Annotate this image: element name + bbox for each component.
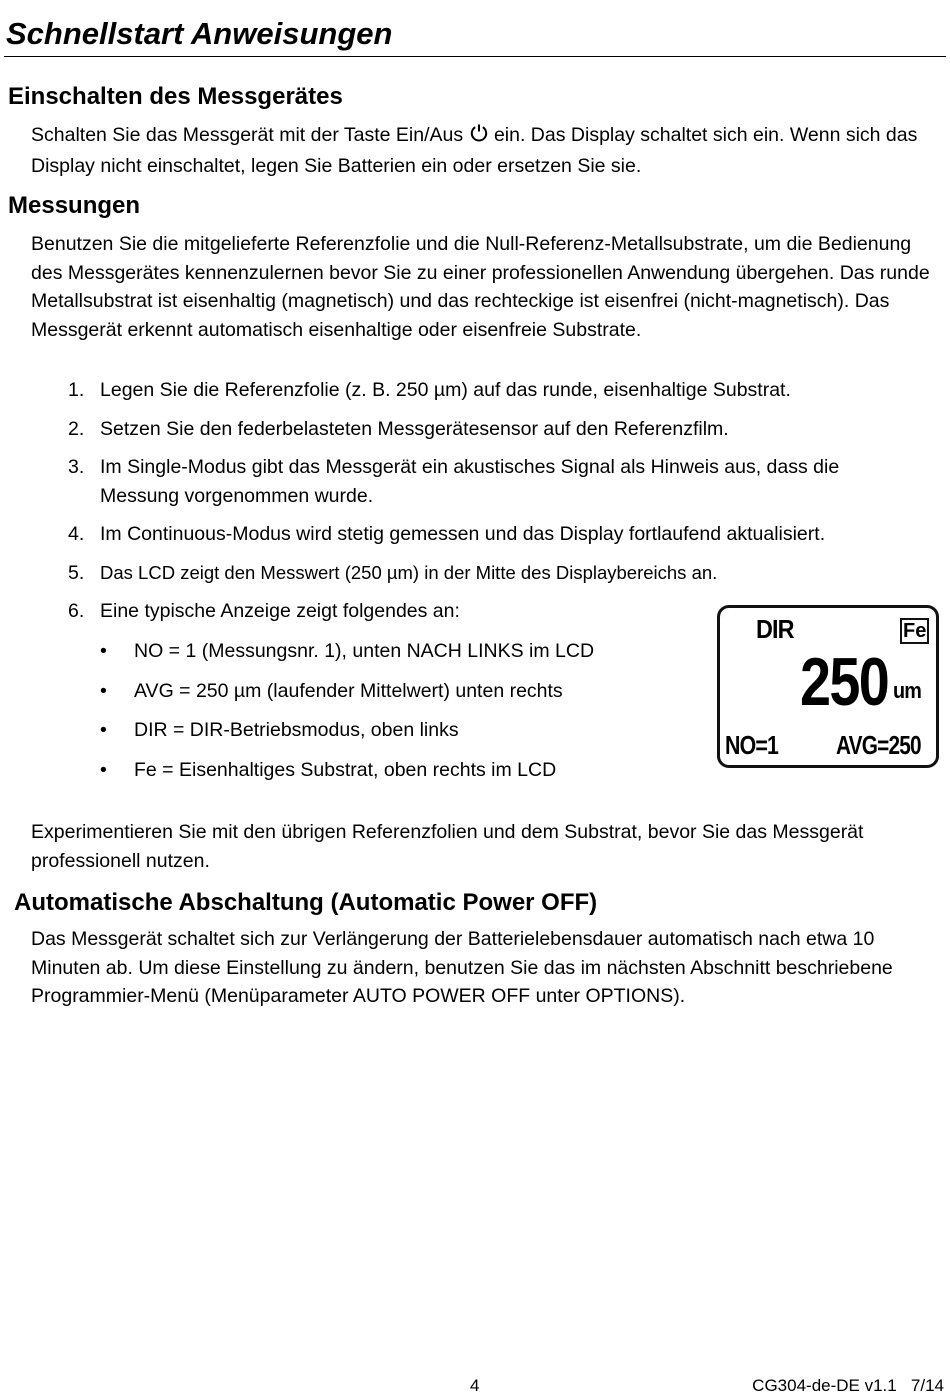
bullet-text: DIR = DIR-Betriebsmodus, oben links [134,719,459,741]
list-number: 5. [68,562,85,584]
list-text: Eine typische Anzeige zeigt folgendes an: [100,600,460,622]
bullet-text: Fe = Eisenhaltiges Substrat, oben rechts im LCD [134,759,557,781]
bullet-symbol: • [100,759,107,781]
paragraph-measurements-intro: Benutzen Sie die mitgelieferte Referenzfolie und die Null-Referenz-Metallsubstrate, um die Bedienung des Messgerätes kennenzulernen bevor Sie zu einer professionellen Anwendung übergehen. Das runde Metallsubstrat ist eisenhaltig (magnetisch) und das rechteckige ist eisenfrei (nicht-magnetisch). Das Messgerät erkennt automatisch eisenhaltige oder eisenfreie Substrate. [31,233,930,341]
heading-measurements: Messungen [8,192,141,219]
heading-power-on: Einschalten des Messgerätes [8,83,343,110]
lcd-substrate-badge: Fe [900,618,929,644]
lcd-average: AVG=250 [836,730,921,760]
list-text: Das LCD zeigt den Messwert (250 µm) in der Mitte des Displaybereichs an. [100,562,718,583]
bullet-text: NO = 1 (Messungsnr. 1), unten NACH LINKS im LCD [134,640,595,662]
list-text: Legen Sie die Referenzfolie (z. B. 250 µm) auf das runde, eisenhaltige Substrat. [100,379,791,401]
lcd-display-illustration [717,605,939,768]
list-item [68,376,918,405]
list-item [68,415,918,444]
list-text: Im Single-Modus gibt das Messgerät ein akustisches Signal als Hinweis aus, dass die Messung vorgenommen wurde. [100,456,840,507]
list-item [68,597,708,626]
bullet-symbol: • [100,680,107,702]
lcd-number: NO=1 [725,730,779,760]
bullet-symbol: • [100,640,107,662]
title-divider [4,56,946,57]
paragraph-measurements-outro: Experimentieren Sie mit den übrigen Referenzfolien und dem Substrat, bevor Sie das Messgerät professionell nutzen. [31,821,864,872]
power-on-text-end: ein. Das Display schaltet sich ein. Wenn sich das Display nicht einschaltet, legen Sie Batterien ein oder ersetzen Sie sie. [31,124,918,177]
list-text: Im Continuous-Modus wird stetig gemessen und das Display fortlaufend aktualisiert. [100,523,826,545]
document-id: CG304-de-DE v1.1 7/14 [752,1376,944,1395]
lcd-value: 250 [800,644,889,720]
list-number: 1. [68,379,85,401]
list-number: 3. [68,456,85,478]
list-text: Setzen Sie den federbelasteten Messgerätesensor auf den Referenzfilm. [100,418,729,440]
bullet-item [100,756,680,785]
page-number: 4 [470,1376,480,1395]
lcd-unit: um [893,678,921,703]
bullet-item [100,716,680,745]
power-on-text-start: Schalten Sie das Messgerät mit der Taste Ein/Aus [31,124,464,146]
heading-auto-power-off: Automatische Abschaltung (Automatic Power OFF) [14,889,598,916]
list-number: 4. [68,523,85,545]
list-item [68,520,918,549]
list-item [68,559,918,588]
paragraph-auto-power-off: Das Messgerät schaltet sich zur Verlängerung der Batterielebensdauer automatisch nach etwa 10 Minuten ab. Um diese Einstellung zu ändern, benutzen Sie das im nächsten Abschnitt beschriebene Programmier-Menü (Menüparameter AUTO POWER OFF unter OPTIONS). [31,928,893,1007]
bullet-item [100,637,680,666]
paragraph-power-on [31,121,941,180]
bullet-symbol: • [100,719,107,741]
power-icon [469,123,489,152]
bullet-item [100,677,680,706]
page-title: Schnellstart Anweisungen [6,16,393,51]
lcd-mode: DIR [756,614,794,644]
list-item [68,453,918,510]
list-number: 2. [68,418,85,440]
list-number: 6. [68,600,85,622]
bullet-text: AVG = 250 µm (laufender Mittelwert) unten rechts [134,680,563,702]
